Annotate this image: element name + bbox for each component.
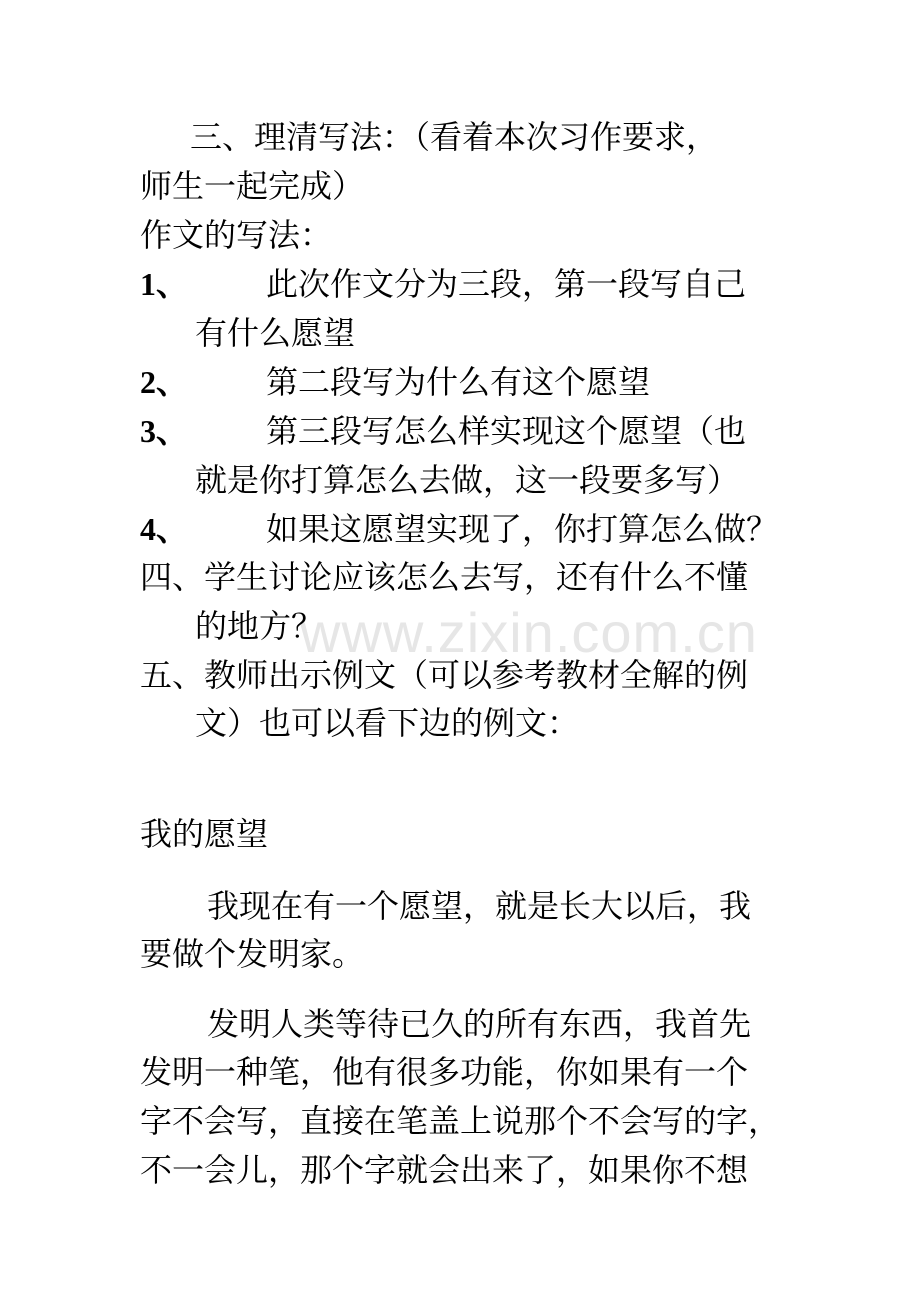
essay-p2-line1: 发明人类等待已久的所有东西，我首先: [207, 1005, 752, 1043]
step-4-number: 4、: [140, 511, 189, 547]
step-1-text: 此次作文分为三段，第一段写自己: [266, 265, 747, 303]
step-2-number: 2、: [140, 364, 189, 400]
step-2-text: 第二段写为什么有这个愿望: [266, 363, 651, 401]
step-1-line2: 有什么愿望: [195, 314, 356, 352]
essay-p2-line2: 发明一种笔，他有很多功能，你如果有一个: [140, 1053, 749, 1091]
step-3-text: 第三段写怎么样实现这个愿望（也: [266, 412, 747, 450]
essay-title: 我的愿望: [140, 815, 269, 853]
section3-subheading: 作文的写法：: [140, 216, 333, 254]
step-2-line1: [140, 362, 800, 402]
step-4-text: 如果这愿望实现了，你打算怎么做？: [266, 510, 779, 548]
watermark: www.zixin.com.cn: [300, 601, 758, 664]
section5-line2: 文）也可以看下边的例文：: [195, 704, 580, 742]
step-4-line1: [140, 509, 800, 549]
section4-line1: 四、学生讨论应该怎么去写，还有什么不懂: [140, 558, 749, 596]
essay-p2-line3: 字不会写，直接在笔盖上说那个不会写的字，: [140, 1102, 781, 1140]
essay-p2-line4: 不一会儿，那个字就会出来了，如果你不想: [140, 1151, 749, 1189]
step-3-number: 3、: [140, 413, 189, 449]
section3-heading-line2: 师生一起完成）: [140, 167, 365, 205]
section5-line1: 五、教师出示例文（可以参考教材全解的例: [140, 656, 749, 694]
section4-line2: 的地方？: [195, 607, 324, 645]
step-3-line1: [140, 411, 800, 451]
essay-p1-line2: 要做个发明家。: [140, 935, 365, 973]
step-1-number: 1、: [140, 266, 189, 302]
step-1-line1: [140, 264, 800, 304]
essay-p1-line1: 我现在有一个愿望，就是长大以后，我: [207, 887, 752, 925]
section3-heading-line1: 三、理清写法：（看着本次习作要求，: [190, 118, 719, 156]
step-3-line2: 就是你打算怎么去做，这一段要多写）: [195, 461, 740, 499]
